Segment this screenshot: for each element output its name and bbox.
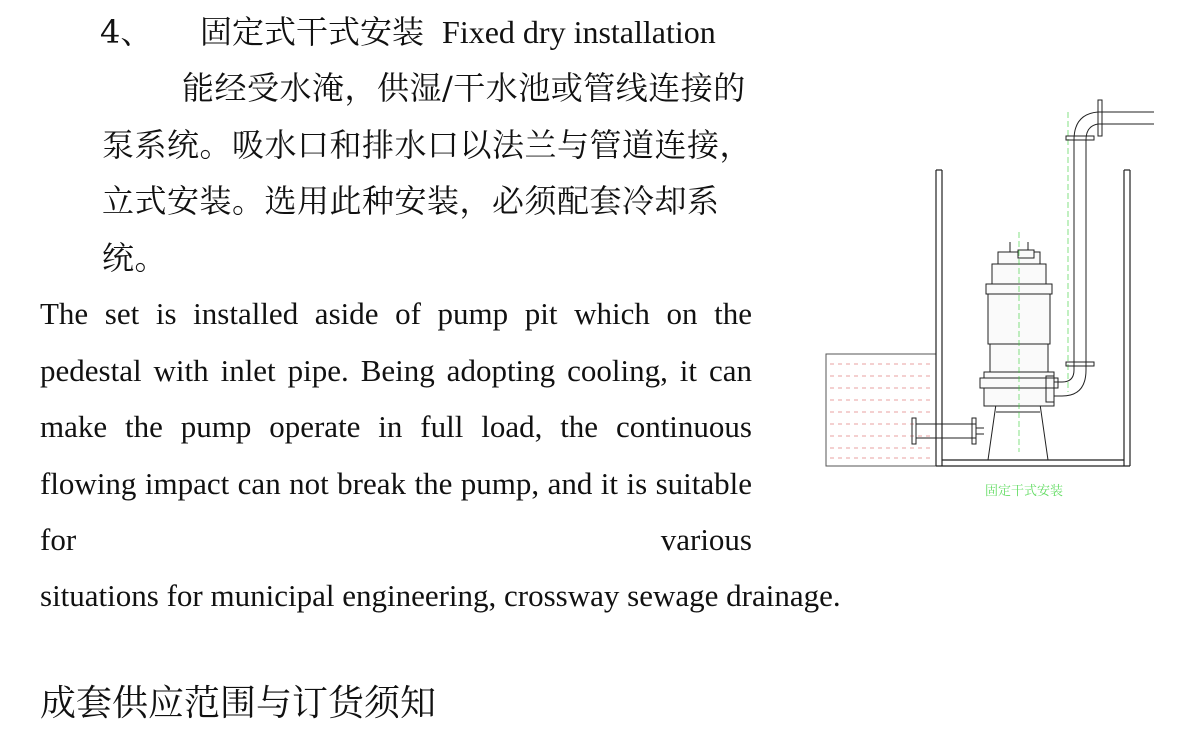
discharge-pipe [1046, 100, 1154, 402]
next-section-title: 成套供应范围与订货须知 [40, 683, 437, 724]
section-title-zh: 固定式干式安装 [200, 13, 425, 51]
section-number: 4、 [100, 13, 153, 51]
english-paragraph-last-line: situations for municipal engineering, crossway sewage drainage. [40, 578, 841, 613]
section-heading [100, 8, 716, 56]
inlet-pipe [912, 418, 984, 444]
english-paragraph: The set is installed aside of pump pit which on the pedestal with inlet pipe. Being adopting cooling, it can make the pump operate in full load, the continuous flowing impact can not break the pump, and it is suitable for various [40, 296, 752, 557]
water-tank [826, 354, 936, 466]
pump-pedestal [988, 404, 1048, 460]
chinese-paragraph: 能经受水淹，供湿/干水池或管线连接的泵系统。吸水口和排水口以法兰与管道连接，立式安装。选用此种安装，必须配套冷却系统。 [102, 69, 753, 277]
section-title-en: Fixed dry installation [442, 14, 716, 50]
installation-diagram [818, 92, 1158, 512]
figure-caption: 固定干式安装 [985, 484, 1064, 499]
